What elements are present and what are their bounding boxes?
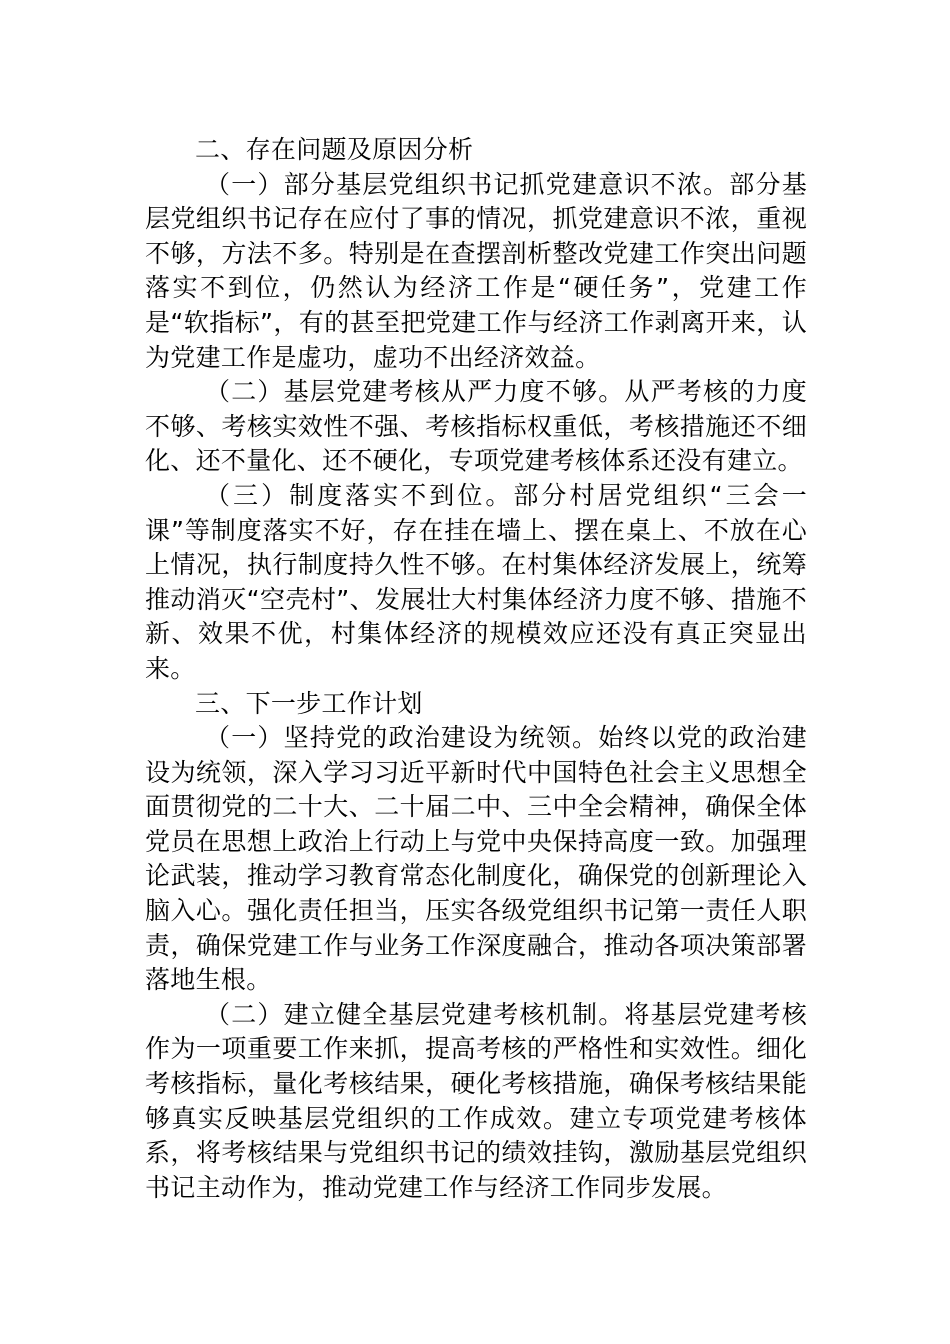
document-page bbox=[145, 133, 807, 1205]
section-heading-problems: 二、存在问题及原因分析 bbox=[195, 135, 474, 164]
paragraph-problem-3: （三）制度落实不到位。部分村居党组织“三会一课”等制度落实不好，存在挂在墙上、摆在桌上、不放在心上情况，执行制度持久性不够。在村集体经济发展上，统筹推动消灭“空壳村”、发展壮大村集体经济力度不够、措施不新、效果不优，村集体经济的规模效应还没有真正突显出来。 bbox=[145, 480, 807, 683]
paragraph-problem-1: （一）部分基层党组织书记抓党建意识不浓。部分基层党组织书记存在应付了事的情况，抓党建意识不浓，重视不够，方法不多。特别是在查摆剖析整改党建工作突出问题落实不到位，仍然认为经济工作是“硬任务”，党建工作是“软指标”，有的甚至把党建工作与经济工作剥离开来，认为党建工作是虚功，虚功不出经济效益。 bbox=[145, 169, 807, 372]
paragraph-plan-1: （一）坚持党的政治建设为统领。始终以党的政治建设为统领，深入学习习近平新时代中国特色社会主义思想全面贯彻党的二十大、二十届二中、三中全会精神，确保全体党员在思想上政治上行动上与党中央保持高度一致。加强理论武装，推动学习教育常态化制度化，确保党的创新理论入脑入心。强化责任担当，压实各级党组织书记第一责任人职责，确保党建工作与业务工作深度融合，推动各项决策部署落地生根。 bbox=[145, 723, 807, 995]
section-heading-next-steps: 三、下一步工作计划 bbox=[195, 688, 423, 718]
paragraph-problem-2: （二）基层党建考核从严力度不够。从严考核的力度不够、考核实效性不强、考核指标权重低，考核措施还不细化、还不量化、还不硬化，专项党建考核体系还没有建立。 bbox=[145, 377, 807, 476]
paragraph-plan-2: （二）建立健全基层党建考核机制。将基层党建考核作为一项重要工作来抓，提高考核的严格性和实效性。细化考核指标，量化考核结果，硬化考核措施，确保考核结果能够真实反映基层党组织的工作成效。建立专项党建考核体系，将考核结果与党组织书记的绩效挂钩，激励基层党组织书记主动作为，推动党建工作与经济工作同步发展。 bbox=[145, 999, 807, 1202]
